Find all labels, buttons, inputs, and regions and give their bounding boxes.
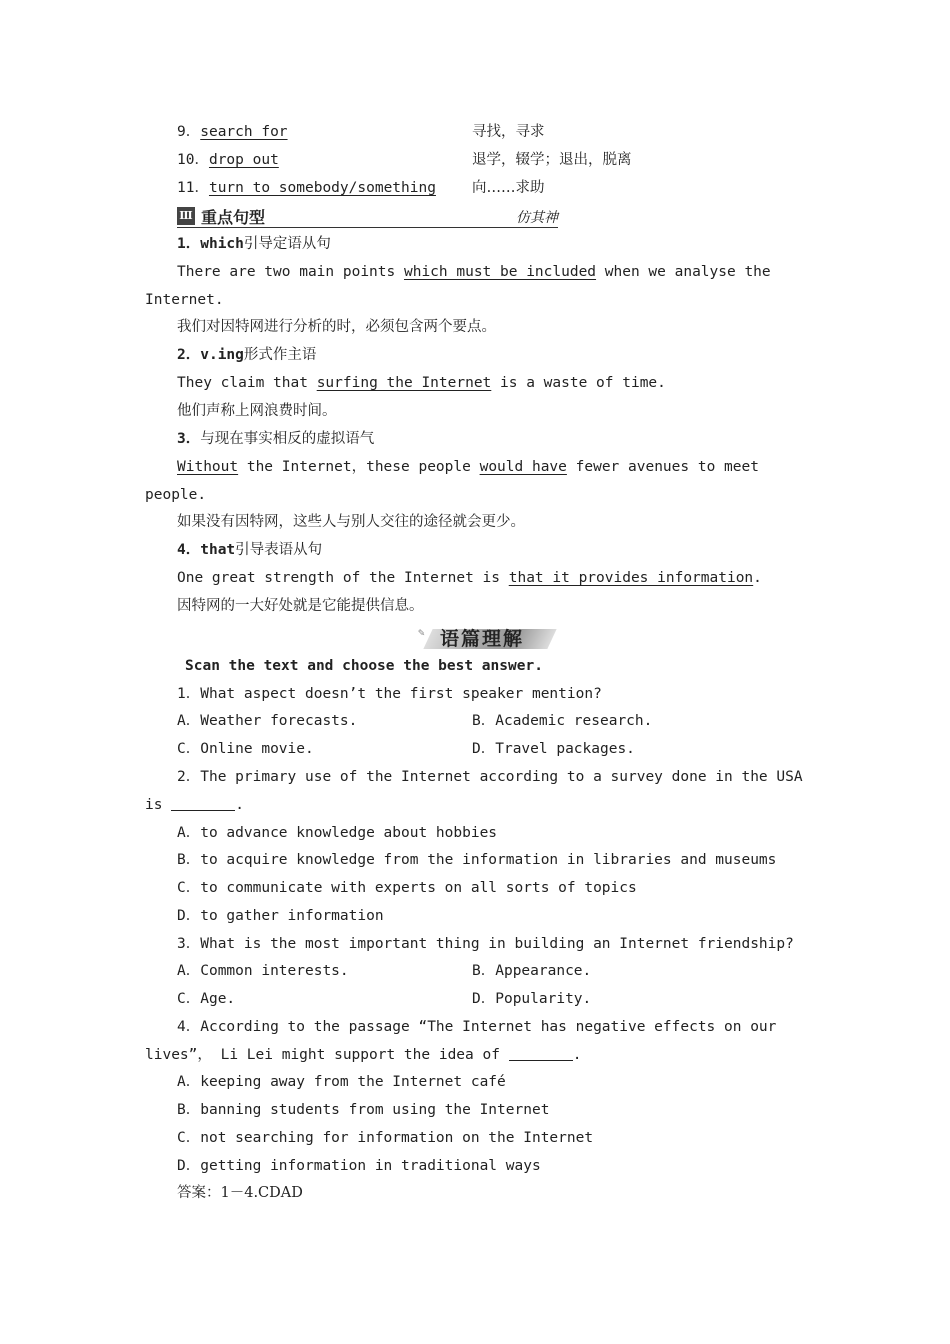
phrase-chinese: 向……求助	[472, 180, 545, 196]
pattern-heading: 3．与现在事实相反的虚拟语气	[177, 431, 375, 447]
banner-title: 语篇理解	[440, 628, 525, 650]
example-sentence: Without the Internet，these people would have fewer avenues to meet	[177, 459, 759, 475]
option-c: C．to communicate with experts on all sorts of topics	[177, 880, 637, 896]
phrase-item	[177, 150, 279, 170]
option-d: D．Travel packages.	[472, 741, 635, 757]
example-sentence: One great strength of the Internet is that it provides information.	[177, 570, 762, 586]
translation: 我们对因特网进行分析的时，必须包含两个要点。	[177, 319, 496, 335]
pattern-heading: 2．v.ing形式作主语	[177, 347, 317, 363]
phrase-english: search for	[200, 124, 288, 140]
translation: 如果没有因特网，这些人与别人交往的途径就会更少。	[177, 514, 525, 530]
question-stem: 4．According to the passage “The Internet has negative effects on our	[177, 1019, 777, 1035]
example-sentence: There are two main points which must be included when we analyse the	[177, 264, 771, 280]
phrase-item	[177, 122, 288, 142]
question-stem-cont: is .	[145, 797, 244, 813]
example-sentence: They claim that surfing the Internet is a waste of time.	[177, 375, 666, 391]
option-b: B．Appearance.	[472, 963, 592, 979]
answer-blank	[509, 1046, 573, 1061]
phrase-item	[177, 178, 436, 198]
phrase-english: turn to somebody/something	[208, 180, 436, 196]
phrase-chinese: 寻找，寻求	[472, 124, 545, 140]
option-b: B．banning students from using the Internet	[177, 1102, 550, 1118]
roman-numeral-icon: Ⅲ	[177, 207, 195, 225]
option-c: C．not searching for information on the Internet	[177, 1130, 594, 1146]
option-c: C．Age.	[177, 991, 236, 1007]
translation: 因特网的一大好处就是它能提供信息。	[177, 598, 424, 614]
question-stem-cont: lives”， Li Lei might support the idea of .	[145, 1047, 582, 1063]
option-b: B．to acquire knowledge from the information in libraries and museums	[177, 852, 777, 868]
option-a: A．Common interests.	[177, 963, 349, 979]
option-d: D．to gather information	[177, 908, 384, 924]
option-c: C．Online movie.	[177, 741, 314, 757]
question-stem: 2．The primary use of the Internet according to a survey done in the USA	[177, 769, 803, 785]
question-stem: 3．What is the most important thing in building an Internet friendship?	[177, 936, 794, 952]
translation: 他们声称上网浪费时间。	[177, 403, 337, 419]
phrase-chinese: 退学，辍学；退出，脱离	[472, 152, 632, 168]
answer-key: 答案：1－4.CDAD	[177, 1185, 303, 1201]
decoration-icon: ✎	[418, 626, 425, 639]
option-a: A．to advance knowledge about hobbies	[177, 825, 498, 841]
option-a: A．keeping away from the Internet café	[177, 1074, 506, 1090]
option-a: A．Weather forecasts.	[177, 713, 358, 729]
phrase-number: 10．	[177, 152, 209, 168]
example-sentence-cont: Internet.	[145, 292, 224, 308]
pattern-heading: 4．that引导表语从句	[177, 542, 323, 558]
section-header	[177, 205, 558, 228]
phrase-number: 9．	[177, 124, 201, 140]
phrase-number: 11．	[177, 180, 209, 196]
phrase-english: drop out	[208, 152, 279, 168]
question-stem: 1．What aspect doesn’t the first speaker mention?	[177, 686, 602, 702]
instruction: Scan the text and choose the best answer.	[185, 658, 543, 674]
option-b: B．Academic research.	[472, 713, 653, 729]
example-sentence-cont: people.	[145, 487, 207, 503]
section-title: 重点句型	[201, 208, 266, 227]
option-d: D．getting information in traditional ways	[177, 1158, 541, 1174]
section-subtitle: 仿其神	[516, 210, 558, 226]
pattern-heading: 1．which引导定语从句	[177, 236, 331, 252]
answer-blank	[171, 796, 235, 811]
section-banner	[418, 621, 562, 653]
option-d: D．Popularity.	[472, 991, 592, 1007]
